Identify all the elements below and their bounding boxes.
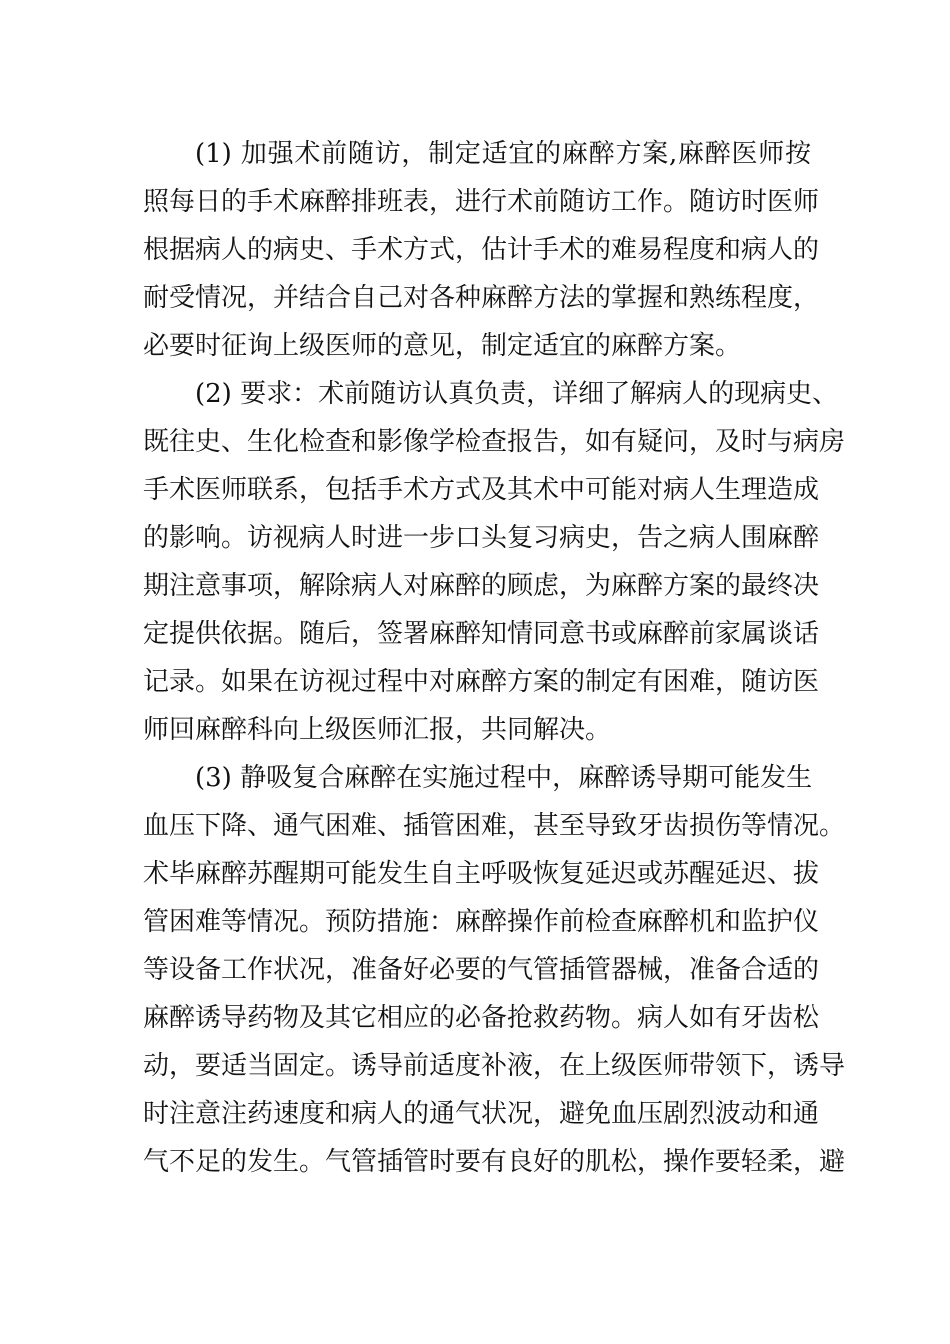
paragraph-3 (143, 754, 846, 1186)
paragraph-1 (143, 130, 820, 370)
paragraph-2 (143, 370, 846, 754)
text-line: 时注意注药速度和病人的通气状况，避免血压剧烈波动和通 (143, 1099, 820, 1129)
text-line: 既往史、生化检查和影像学检查报告，如有疑问，及时与病房 (143, 427, 846, 457)
text-line: 记录。如果在访视过程中对麻醉方案的制定有困难，随访医 (143, 667, 820, 697)
text-line: 照每日的手术麻醉排班表，进行术前随访工作。随访时医师 (143, 187, 820, 217)
text-line: 手术医师联系，包括手术方式及其术中可能对病人生理造成 (143, 475, 820, 505)
text-line: 必要时征询上级医师的意见，制定适宜的麻醉方案。 (143, 331, 742, 361)
text-line: (3) 静吸复合麻醉在实施过程中，麻醉诱导期可能发生 (195, 763, 813, 793)
text-line: 管困难等情况。预防措施：麻醉操作前检查麻醉机和监护仪 (143, 907, 820, 937)
text-line: 等设备工作状况，准备好必要的气管插管器械，准备合适的 (143, 955, 820, 985)
text-line: 根据病人的病史、手术方式，估计手术的难易程度和病人的 (143, 235, 820, 265)
text-line: 血压下降、通气困难、插管困难，甚至导致牙齿损伤等情况。 (143, 811, 846, 841)
text-line: (2) 要求：术前随访认真负责，详细了解病人的现病史、 (195, 379, 839, 409)
document-body (143, 130, 846, 1186)
text-line: 耐受情况，并结合自己对各种麻醉方法的掌握和熟练程度， (143, 283, 820, 313)
text-line: 动，要适当固定。诱导前适度补液，在上级医师带领下，诱导 (143, 1051, 846, 1081)
text-line: 术毕麻醉苏醒期可能发生自主呼吸恢复延迟或苏醒延迟、拔 (143, 859, 820, 889)
text-line: 定提供依据。随后，签署麻醉知情同意书或麻醉前家属谈话 (143, 619, 820, 649)
text-line: (1) 加强术前随访，制定适宜的麻醉方案,麻醉医师按 (195, 139, 811, 169)
text-line: 师回麻醉科向上级医师汇报，共同解决。 (143, 715, 612, 745)
text-line: 气不足的发生。气管插管时要有良好的肌松，操作要轻柔，避 (143, 1147, 846, 1177)
text-line: 期注意事项，解除病人对麻醉的顾虑，为麻醉方案的最终决 (143, 571, 820, 601)
text-line: 麻醉诱导药物及其它相应的必备抢救药物。病人如有牙齿松 (143, 1003, 820, 1033)
text-line: 的影响。访视病人时进一步口头复习病史，告之病人围麻醉 (143, 523, 820, 553)
